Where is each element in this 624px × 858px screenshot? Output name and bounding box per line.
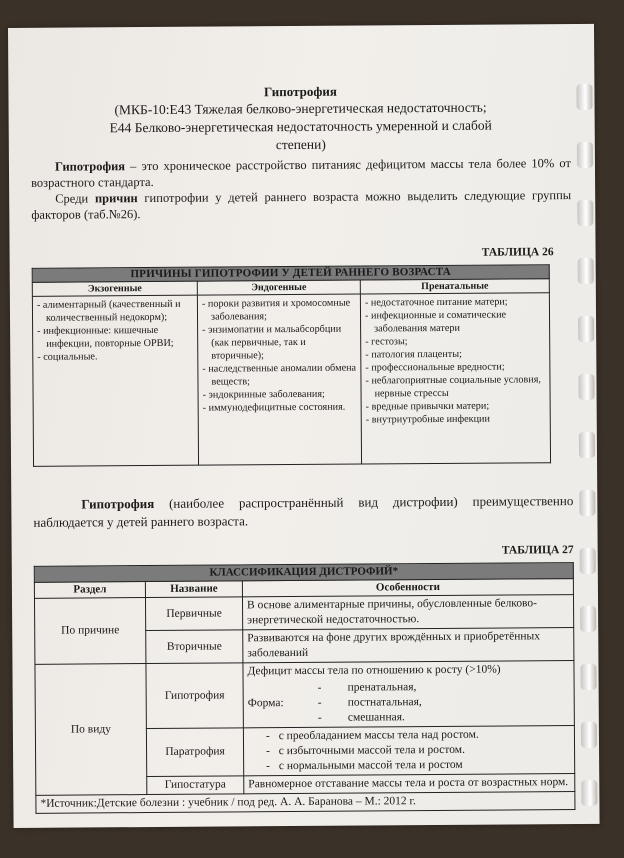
list-item: - алиментарный (качественный и количественный недокорм); (37, 298, 193, 325)
table27-by-cause: По причине (34, 598, 145, 665)
table27-paratrophy-name: Паратрофия (146, 728, 243, 777)
form-label: Форма: (247, 697, 284, 710)
list-item: - профессиональные вредности; (365, 360, 545, 374)
list-item: - социальные. (37, 350, 193, 364)
list-item: - вредные привычки матери; (366, 399, 546, 413)
table27-secondary-name: Вторичные (146, 630, 243, 664)
table27-paratrophy-desc (243, 726, 574, 776)
table26-prenatal-cell (360, 293, 550, 464)
table27-by-type: По виду (35, 664, 147, 796)
list-item: - неблагоприятные социальные условия, нервные стрессы (365, 373, 545, 400)
list-item: - инфекционные: кишечные инфекции, повторные ОРВИ; (37, 324, 193, 351)
table27-caption: КЛАССИФИКАЦИЯ ДИСТРОФИЙ* (34, 563, 573, 583)
table26-exogenous-cell (32, 295, 198, 466)
list-item: - наследственные аномалии обмена веществ; (202, 362, 356, 389)
list-item: - инфекционные и соматические заболевания матери (365, 308, 545, 335)
prevalence-paragraph: Гипотрофия (наиболее распространённый вид дистрофии) преимущественно наблюдается у детей раннего возраста. (33, 493, 574, 530)
list-item: - гестозы; (365, 334, 545, 348)
table27-hypotrophy-desc: Дефицит массы тела по отношению к росту (>10%) Форма: - пренатальная, - постнатальная, - смешанная. (243, 661, 574, 728)
table27-label: ТАБЛИЦА 27 (501, 544, 574, 557)
list-item: - пороки развития и хромосомные заболевания; (202, 297, 356, 324)
table27-primary-desc: В основе алиментарные причины, обусловленные белково-энергетической недостаточностью. (242, 595, 573, 630)
table27-source: *Источник:Детские болезни : учебник / под ред. А. А. Баранова – М.: 2012 г. (36, 792, 575, 814)
table27-header-section: Раздел (34, 582, 145, 599)
table26-header-prenatal: Пренатальные (360, 279, 549, 294)
list-item: - смешанная. (318, 710, 422, 726)
page-title: Гипотрофия (263, 83, 337, 100)
table26 (32, 264, 551, 467)
table27-hypostature-name: Гипостатура (147, 776, 244, 795)
list-item: - постнатальная, (318, 695, 422, 711)
list-item: - энзимопатии и мальабсорбции (как первичные, так и вторичные); (202, 323, 356, 363)
list-item: - эндокринные заболевания; (203, 388, 357, 402)
table26-header-exogenous: Экзогенные (32, 281, 197, 296)
list-item: - иммунодефицитные состояния. (203, 401, 357, 415)
table27-hypotrophy-name: Гипотрофия (146, 663, 243, 729)
table27-header-features: Особенности (242, 579, 573, 597)
list-item: - с нормальными массой тела и ростом (266, 757, 570, 774)
list-item: - пренатальная, (318, 680, 422, 696)
table27 (34, 562, 576, 814)
table26-header-endogenous: Эндогенные (197, 280, 360, 295)
table26-caption: ПРИЧИНЫ ГИПОТРОФИИ У ДЕТЕЙ РАННЕГО ВОЗРАСТА (32, 265, 549, 283)
table27-header-name: Название (145, 581, 242, 598)
list-item: - с преобладанием массы тела над ростом. (266, 727, 570, 744)
table27-hypostature-desc: Равномерное отставание массы тела и роста от возрастных норм. (244, 774, 575, 794)
definition-paragraph: Гипотрофия – это хроническое расстройство питанияс дефицитом массы тела более 10% от возрастного стандарта. (31, 156, 572, 190)
list-item: - внутриутробные инфекции (366, 412, 546, 426)
book-page (8, 24, 600, 828)
table27-secondary-desc: Развиваются на фоне других врождённых и приобретённых заболеваний (243, 628, 574, 663)
table26-label: ТАБЛИЦА 26 (481, 246, 554, 259)
page-content (30, 24, 574, 810)
table26-endogenous-cell (197, 294, 361, 465)
page-subtitle: (МКБ-10:Е43 Тяжелая белково-энергетическая недостаточность; Е44 Белково-энергетическая недостаточность умеренной и слабой степени) (109, 99, 492, 153)
list-item: - с избыточными массой тела и ростом. (266, 742, 570, 759)
list-item: - недостаточное питание матери; (365, 295, 545, 309)
list-item: - патология плаценты; (365, 347, 545, 361)
causes-paragraph: Среди причин гипотрофии у детей раннего возраста можно выделить следующие группы факторов (таб.№26). (31, 188, 572, 222)
table27-primary-name: Первичные (145, 597, 242, 631)
